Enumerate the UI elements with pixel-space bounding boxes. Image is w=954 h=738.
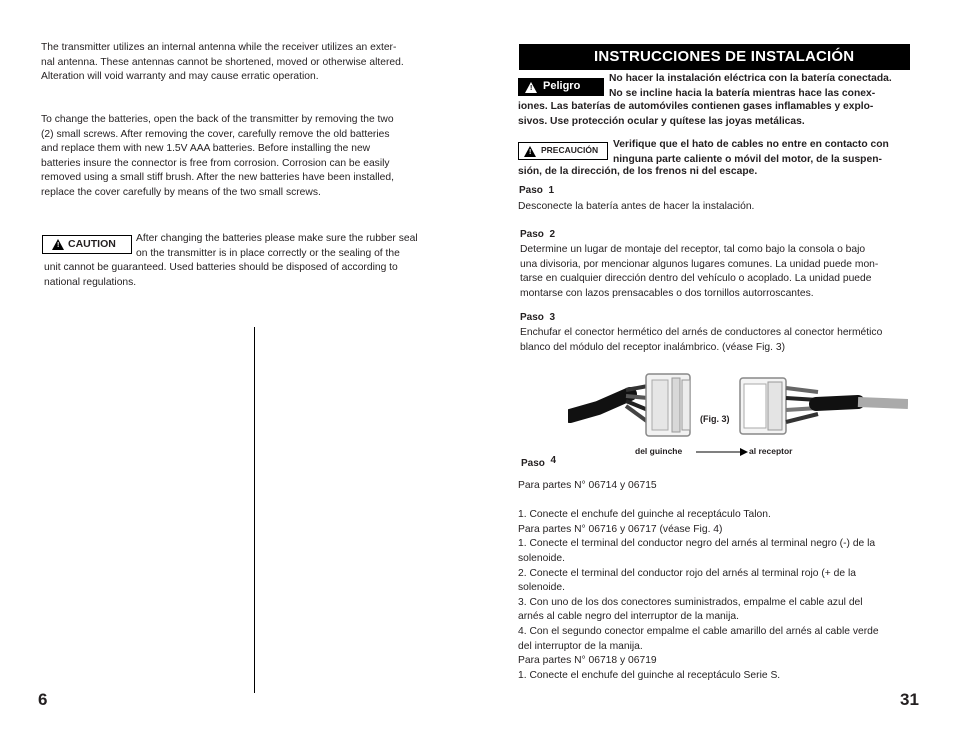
warning-icon: ! — [52, 239, 64, 250]
peligro-text-bottom: iones. Las baterías de automóviles contienen gases inflamables y explo- sivos. Use protección ocular y quítese las joyas metálicas. — [518, 101, 874, 127]
figure-to-label: al receptor — [749, 446, 793, 456]
battery-paragraph: To change the batteries, open the back of the transmitter by removing the two (2) small screws. After removing the cover, carefully remove the old batteries and replace them with new 1.5V AAA batteries. Before installing the new batteries insure the connector is free from corrosion. Corrosion can be easily removed using a small stiff brush. After the new batteries have been installed, replace the cover carefully by means of the two small screws. — [41, 114, 394, 198]
step-4-label: Paso 4 — [521, 455, 557, 469]
precaucion-text-bottom: sión, de la dirección, de los frenos ni del escape. — [518, 166, 758, 177]
precaucion-badge: ! PRECAUCIÓN — [518, 142, 608, 160]
page-number-left: 6 — [38, 690, 48, 709]
connector-figure — [568, 368, 908, 462]
caution-badge: ! CAUTION — [42, 235, 132, 254]
peligro-badge: ! Peligro — [518, 78, 604, 96]
figure-from-label: del guinche — [635, 446, 683, 456]
step-1-label: Paso 1 — [519, 185, 555, 196]
antenna-paragraph: The transmitter utilizes an internal antenna while the receiver utilizes an exter- nal antenna. These antennas cannot be shortened, moved or otherwise altered. Alteration will void warranty and may cause erratic operation. — [41, 42, 404, 83]
warning-icon: ! — [524, 146, 536, 157]
step-1-text: Desconecte la batería antes de hacer la instalación. — [518, 201, 755, 212]
step-2-text: Determine un lugar de montaje del receptor, tal como bajo la consola o bajo una divisoria, por mencionar algunos lugares comunes. La unidad puede mon- tarse en cualquier dirección dentro del vehículo o acoplado. La unidad puede montarse con lazos prensacables o dos tornillos autorroscantes. — [520, 244, 879, 299]
warning-icon: ! — [525, 82, 537, 93]
peligro-text-top: No hacer la instalación eléctrica con la batería conectada. No se incline hacia la batería mientras hace las conex- — [609, 73, 892, 99]
step-2-label: Paso 2 — [520, 229, 556, 240]
step-3-text: Enchufar el conector hermético del arnés de conductores al conector hermético blanco del módulo del receptor inalámbrico. (véase Fig. 3) — [520, 327, 883, 353]
caution-text-top: After changing the batteries please make sure the rubber seal on the transmitter is in place correctly or the sealing of the — [136, 233, 418, 259]
section-header: INSTRUCCIONES DE INSTALACIÓN — [519, 44, 910, 70]
column-divider — [254, 327, 255, 693]
connector-illustration — [568, 368, 908, 462]
step-3-label: Paso 3 — [520, 312, 556, 323]
page-number-right: 31 — [900, 690, 919, 709]
caution-text-bottom: unit cannot be guaranteed. Used batteries should be disposed of according to national regulations. — [44, 262, 398, 288]
step-4-text: Para partes N° 06714 y 06715 1. Conecte el enchufe del guinche al receptáculo Talon. Para partes N° 06716 y 06717 (véase Fig. 4) 1. Conecte el terminal del conductor negro del arnés al terminal negro (-) de la solenoide. 2. Conecte el terminal del conductor rojo del arnés al terminal rojo (+ de la solenoide. 3. Con uno de los dos conectores suministrados, empalme el cable azul del arnés al cable negro del interruptor de la manija. 4. Con el segundo conector empalme el cable amarillo del arnés al cable verde del interruptor de la manija. Para partes N° 06718 y 06719 1. Conecte el enchufe del guinche al receptáculo Serie S. — [518, 480, 879, 681]
figure-caption: (Fig. 3) — [700, 414, 730, 424]
precaucion-text-top: Verifique que el hato de cables no entre en contacto con ninguna parte caliente o móvil del motor, de la suspen- — [613, 139, 889, 165]
